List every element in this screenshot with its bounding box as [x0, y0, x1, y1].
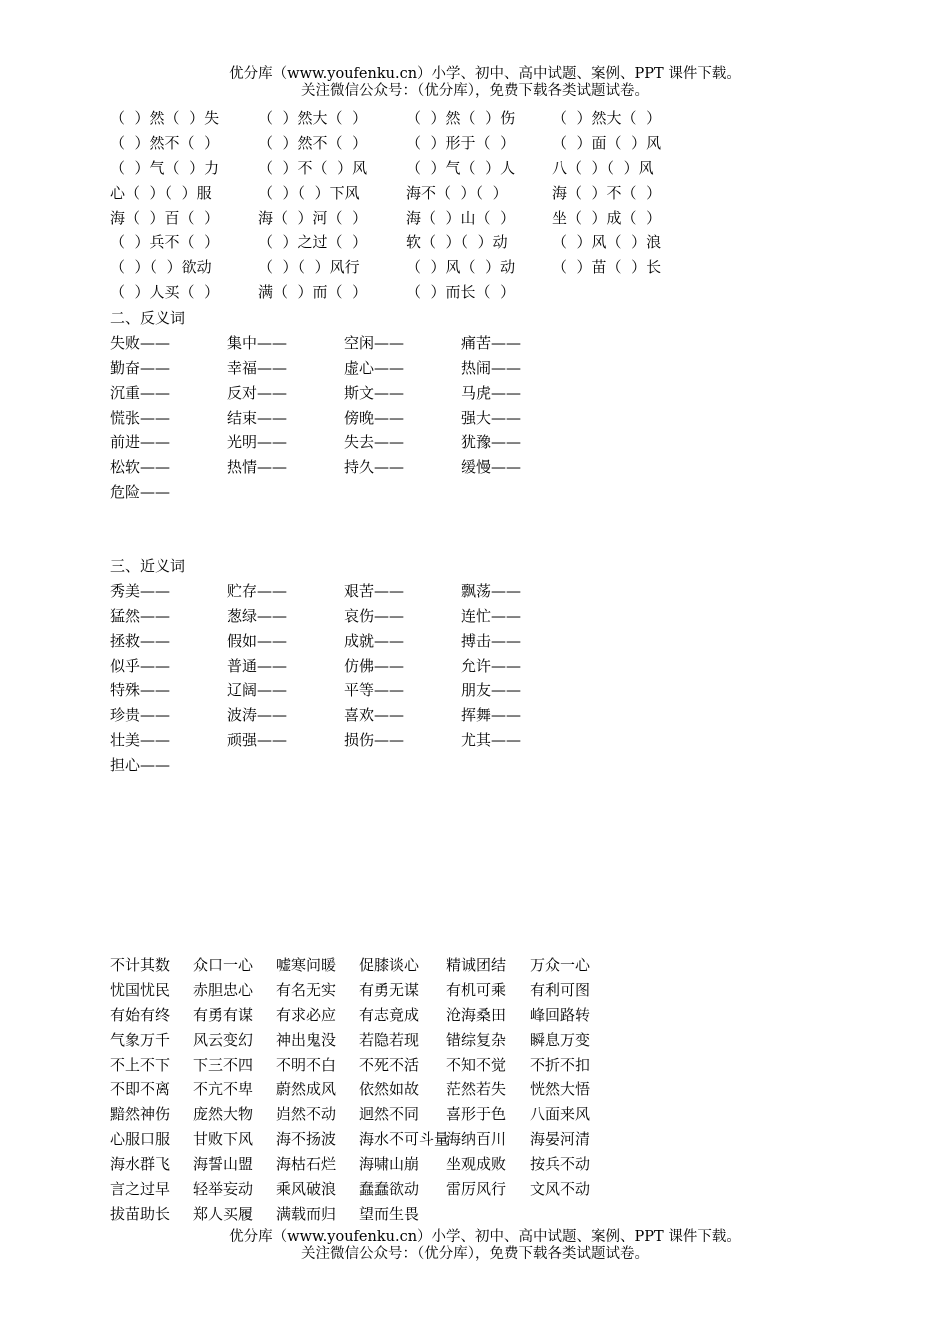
idiom-item: 轻举妄动 [193, 1180, 254, 1199]
synonym-item: 似乎—— [110, 656, 171, 675]
synonym-item: 葱绿—— [227, 606, 288, 625]
synonym-item: 尤其—— [461, 731, 522, 750]
antonym-item: 缓慢—— [461, 458, 522, 477]
idiom-item: 坐观成败 [446, 1155, 507, 1174]
idiom-item: 海不扬波 [276, 1130, 337, 1149]
idiom-item: 风云变幻 [193, 1030, 254, 1049]
fill-blank-item: （ ）风（ ）浪 [552, 233, 662, 252]
antonym-item: 集中—— [227, 333, 288, 352]
synonym-item: 搏击—— [461, 631, 522, 650]
antonym-item: 危险—— [110, 483, 171, 502]
fill-blank-item: 海（ ）山（ ） [406, 208, 516, 227]
idiom-item: 拔苗助长 [110, 1204, 171, 1223]
idiom-item: 蠢蠢欲动 [359, 1180, 420, 1199]
idiom-item: 瞬息万变 [530, 1030, 591, 1049]
idiom-item: 郑人买履 [193, 1204, 254, 1223]
synonym-item: 艰苦—— [344, 581, 405, 600]
fill-blank-item-row [110, 182, 870, 207]
idiom-item: 海晏河清 [530, 1130, 591, 1149]
header-line-2: 关注微信公众号：（优分库），免费下载各类试题试卷。 [301, 83, 649, 99]
fill-blank-item: 心（ ）（ ）服 [110, 183, 212, 202]
idiom-item: 茫然若失 [446, 1080, 507, 1099]
fill-blank-item: 海（ ）百（ ） [110, 208, 220, 227]
idiom-item: 嘘寒问暖 [276, 956, 337, 974]
fill-blank-item: 软（ ）（ ）动 [406, 233, 508, 252]
idiom-item: 蔚然成风 [276, 1080, 337, 1099]
footer-line-1: 优分库（www.youfenku.cn）小学、初中、高中试题、案例、PPT 课件下载。 [229, 1229, 741, 1245]
idiom-item: 依然如故 [359, 1080, 420, 1099]
antonym-item: 光明—— [227, 433, 288, 452]
fill-blank-item-row [110, 231, 870, 256]
idiom-item: 众口一心 [193, 956, 254, 974]
idiom-item: 喜形于色 [446, 1105, 507, 1124]
synonym-item: 波涛—— [227, 706, 288, 725]
idiom-item: 不上不下 [110, 1055, 171, 1074]
antonym-item: 松软—— [110, 458, 171, 477]
synonym-item: 挥舞—— [461, 706, 522, 725]
idiom-item: 不折不扣 [530, 1055, 591, 1074]
header-line-1: 优分库（www.youfenku.cn）小学、初中、高中试题、案例、PPT 课件下载。 [229, 66, 741, 82]
idiom-item-row [110, 1078, 870, 1103]
idiom-item: 不明不白 [276, 1055, 337, 1074]
idiom-item: 有始有终 [110, 1005, 171, 1024]
synonym-item: 仿佛—— [344, 656, 405, 675]
idiom-item: 迥然不同 [359, 1105, 420, 1124]
fill-blank-item: （ ）而长（ ） [406, 283, 516, 302]
idiom-item: 海誓山盟 [193, 1155, 254, 1174]
idiom-item: 恍然大悟 [530, 1080, 591, 1099]
idiom-item: 言之过早 [110, 1180, 171, 1199]
idiom-item: 望而生畏 [359, 1204, 420, 1223]
fill-blank-item: 坐（ ）成（ ） [552, 208, 662, 227]
fill-blank-item: 八（ ）（ ）风 [552, 158, 654, 177]
synonym-item: 哀伤—— [344, 606, 405, 625]
fill-blank-item-row [110, 207, 870, 232]
antonym-item-row [110, 382, 870, 407]
idiom-item: 海水群飞 [110, 1155, 171, 1174]
antonym-item: 慌张—— [110, 408, 171, 427]
idiom-item: 峰回路转 [530, 1005, 591, 1024]
antonym-item: 沉重—— [110, 383, 171, 402]
idiom-item: 海水不可斗量 [359, 1130, 450, 1149]
antonym-item: 犹豫—— [461, 433, 522, 452]
idiom-item: 海纳百川 [446, 1130, 507, 1149]
idiom-item: 忧国忧民 [110, 980, 171, 999]
idiom-item: 不知不觉 [446, 1055, 507, 1074]
fill-blank-item: （ ）之过（ ） [258, 233, 368, 252]
antonym-item: 斯文—— [344, 383, 405, 402]
antonym-item-row [110, 407, 870, 432]
fill-blank-item: （ ）不（ ）风 [258, 158, 368, 177]
idiom-item: 雷厉风行 [446, 1180, 507, 1199]
synonym-item: 特殊—— [110, 681, 171, 700]
idiom-item: 不死不活 [359, 1055, 420, 1074]
synonym-item-row [110, 655, 870, 680]
idiom-item: 八面来风 [530, 1105, 591, 1124]
fill-blank-section [110, 107, 870, 306]
antonym-item: 持久—— [344, 458, 405, 477]
synonym-item: 平等—— [344, 681, 405, 700]
synonym-item-row [110, 605, 870, 630]
antonym-item: 空闲—— [344, 333, 405, 352]
antonym-item: 反对—— [227, 383, 288, 402]
idiom-item-row [110, 1029, 870, 1054]
idiom-item: 文风不动 [530, 1180, 591, 1199]
idiom-item-row [110, 1203, 870, 1228]
fill-blank-item: （ ）（ ）风行 [258, 258, 360, 277]
idiom-item: 有利可图 [530, 980, 591, 999]
synonym-item-row [110, 704, 870, 729]
idiom-section [110, 954, 870, 1228]
synonym-item: 秀美—— [110, 581, 171, 600]
idiom-item: 不计其数 [110, 956, 171, 974]
synonym-item-row [110, 630, 870, 655]
fill-blank-item: （ ）（ ）下风 [258, 183, 360, 202]
antonym-item-row [110, 357, 870, 382]
antonym-item: 热闹—— [461, 358, 522, 377]
fill-blank-item: （ ）兵不（ ） [110, 233, 220, 252]
idiom-item: 黯然神伤 [110, 1105, 171, 1124]
idiom-item: 气象万千 [110, 1030, 171, 1049]
antonym-item: 痛苦—— [461, 333, 522, 352]
idiom-item-row [110, 1054, 870, 1079]
antonym-section [110, 307, 870, 506]
fill-blank-item: （ ）（ ）欲动 [110, 258, 212, 277]
antonym-item: 虚心—— [344, 358, 405, 377]
synonym-item: 喜欢—— [344, 706, 405, 725]
idiom-item: 海啸山崩 [359, 1155, 420, 1174]
idiom-item: 庞然大物 [193, 1105, 254, 1124]
idiom-item: 万众一心 [530, 956, 591, 974]
antonym-item-row [110, 332, 870, 357]
fill-blank-item: （ ）苗（ ）长 [552, 258, 662, 277]
synonym-item: 辽阔—— [227, 681, 288, 700]
idiom-item-row [110, 1103, 870, 1128]
idiom-item: 心服口服 [110, 1130, 171, 1149]
idiom-item: 岿然不动 [276, 1105, 337, 1124]
synonym-item: 允许—— [461, 656, 522, 675]
footer-line-2: 关注微信公众号：（优分库），免费下载各类试题试卷。 [301, 1246, 649, 1262]
fill-blank-item: （ ）然（ ）失 [110, 109, 220, 127]
antonym-item: 热情—— [227, 458, 288, 477]
synonym-item: 顽强—— [227, 731, 288, 750]
idiom-item: 不亢不卑 [193, 1080, 254, 1099]
page-header [0, 66, 950, 100]
antonym-item: 傍晚—— [344, 408, 405, 427]
synonym-item: 朋友—— [461, 681, 522, 700]
antonym-item-row [110, 431, 870, 456]
fill-blank-item-row [110, 132, 870, 157]
idiom-item: 有名无实 [276, 980, 337, 999]
synonym-item: 猛然—— [110, 606, 171, 625]
synonym-item: 壮美—— [110, 731, 171, 750]
fill-blank-item: （ ）然不（ ） [110, 133, 220, 152]
antonym-item: 失败—— [110, 333, 171, 352]
idiom-item: 沧海桑田 [446, 1005, 507, 1024]
idiom-item: 按兵不动 [530, 1155, 591, 1174]
idiom-item: 若隐若现 [359, 1030, 420, 1049]
synonym-item: 飘荡—— [461, 581, 522, 600]
idiom-item: 精诚团结 [446, 956, 507, 974]
synonym-item: 损伤—— [344, 731, 405, 750]
fill-blank-item: 海（ ）河（ ） [258, 208, 368, 227]
idiom-item: 有勇无谋 [359, 980, 420, 999]
fill-blank-item: （ ）气（ ）人 [406, 158, 516, 177]
idiom-item: 有勇有谋 [193, 1005, 254, 1024]
idiom-item: 神出鬼没 [276, 1030, 337, 1049]
fill-blank-item: （ ）然（ ）伤 [406, 109, 516, 127]
antonym-item-row [110, 456, 870, 481]
idiom-item: 下三不四 [193, 1055, 254, 1074]
idiom-item: 赤胆忠心 [193, 980, 254, 999]
synonym-item-row [110, 679, 870, 704]
antonym-item: 勤奋—— [110, 358, 171, 377]
antonym-item: 失去—— [344, 433, 405, 452]
fill-blank-item: 海（ ）不（ ） [552, 183, 662, 202]
idiom-item-row [110, 1178, 870, 1203]
fill-blank-item-row [110, 281, 870, 306]
fill-blank-item: （ ）然大（ ） [552, 109, 662, 127]
synonym-section [110, 555, 870, 779]
antonym-item: 幸福—— [227, 358, 288, 377]
idiom-item: 满载而归 [276, 1204, 337, 1223]
fill-blank-item-row [110, 107, 870, 132]
fill-blank-item: （ ）风（ ）动 [406, 258, 516, 277]
fill-blank-item: （ ）气（ ）力 [110, 158, 220, 177]
synonym-item: 普通—— [227, 656, 288, 675]
fill-blank-item-row [110, 256, 870, 281]
synonym-item-row [110, 754, 870, 779]
idiom-item: 海枯石烂 [276, 1155, 337, 1174]
idiom-item: 有志竟成 [359, 1005, 420, 1024]
idiom-item: 有求必应 [276, 1005, 337, 1024]
synonym-item: 贮存—— [227, 581, 288, 600]
fill-blank-item-row [110, 157, 870, 182]
antonym-item: 前进—— [110, 433, 171, 452]
synonym-title: 三、近义词 [110, 557, 186, 575]
idiom-item-row [110, 979, 870, 1004]
page-footer [0, 1229, 950, 1263]
antonym-rows [110, 332, 870, 506]
antonym-title: 二、反义词 [110, 309, 186, 327]
synonym-item: 拯救—— [110, 631, 171, 650]
antonym-item: 强大—— [461, 408, 522, 427]
idiom-item-row [110, 954, 870, 979]
synonym-item-row [110, 580, 870, 605]
antonym-item-row [110, 481, 870, 506]
idiom-item-row [110, 1128, 870, 1153]
idiom-item: 不即不离 [110, 1080, 171, 1099]
synonym-item: 连忙—— [461, 606, 522, 625]
idiom-item: 乘风破浪 [276, 1180, 337, 1199]
idiom-item: 有机可乘 [446, 980, 507, 999]
fill-blank-item: （ ）形于（ ） [406, 133, 516, 152]
idiom-item-row [110, 1004, 870, 1029]
synonym-rows [110, 580, 870, 779]
fill-blank-item: 满（ ）而（ ） [258, 283, 368, 302]
idiom-item: 错综复杂 [446, 1030, 507, 1049]
fill-blank-item: （ ）面（ ）风 [552, 133, 662, 152]
synonym-item: 担心—— [110, 756, 171, 775]
synonym-item-row [110, 729, 870, 754]
idiom-item-row [110, 1153, 870, 1178]
synonym-item: 珍贵—— [110, 706, 171, 725]
fill-blank-item: （ ）然不（ ） [258, 133, 368, 152]
antonym-item: 结束—— [227, 408, 288, 427]
synonym-item: 假如—— [227, 631, 288, 650]
fill-blank-item: （ ）人买（ ） [110, 283, 220, 302]
synonym-item: 成就—— [344, 631, 405, 650]
idiom-item: 甘败下风 [193, 1130, 254, 1149]
fill-blank-item: 海不（ ）（ ） [406, 183, 508, 202]
antonym-item: 马虎—— [461, 383, 522, 402]
idiom-item: 促膝谈心 [359, 956, 420, 974]
fill-blank-item: （ ）然大（ ） [258, 109, 368, 127]
